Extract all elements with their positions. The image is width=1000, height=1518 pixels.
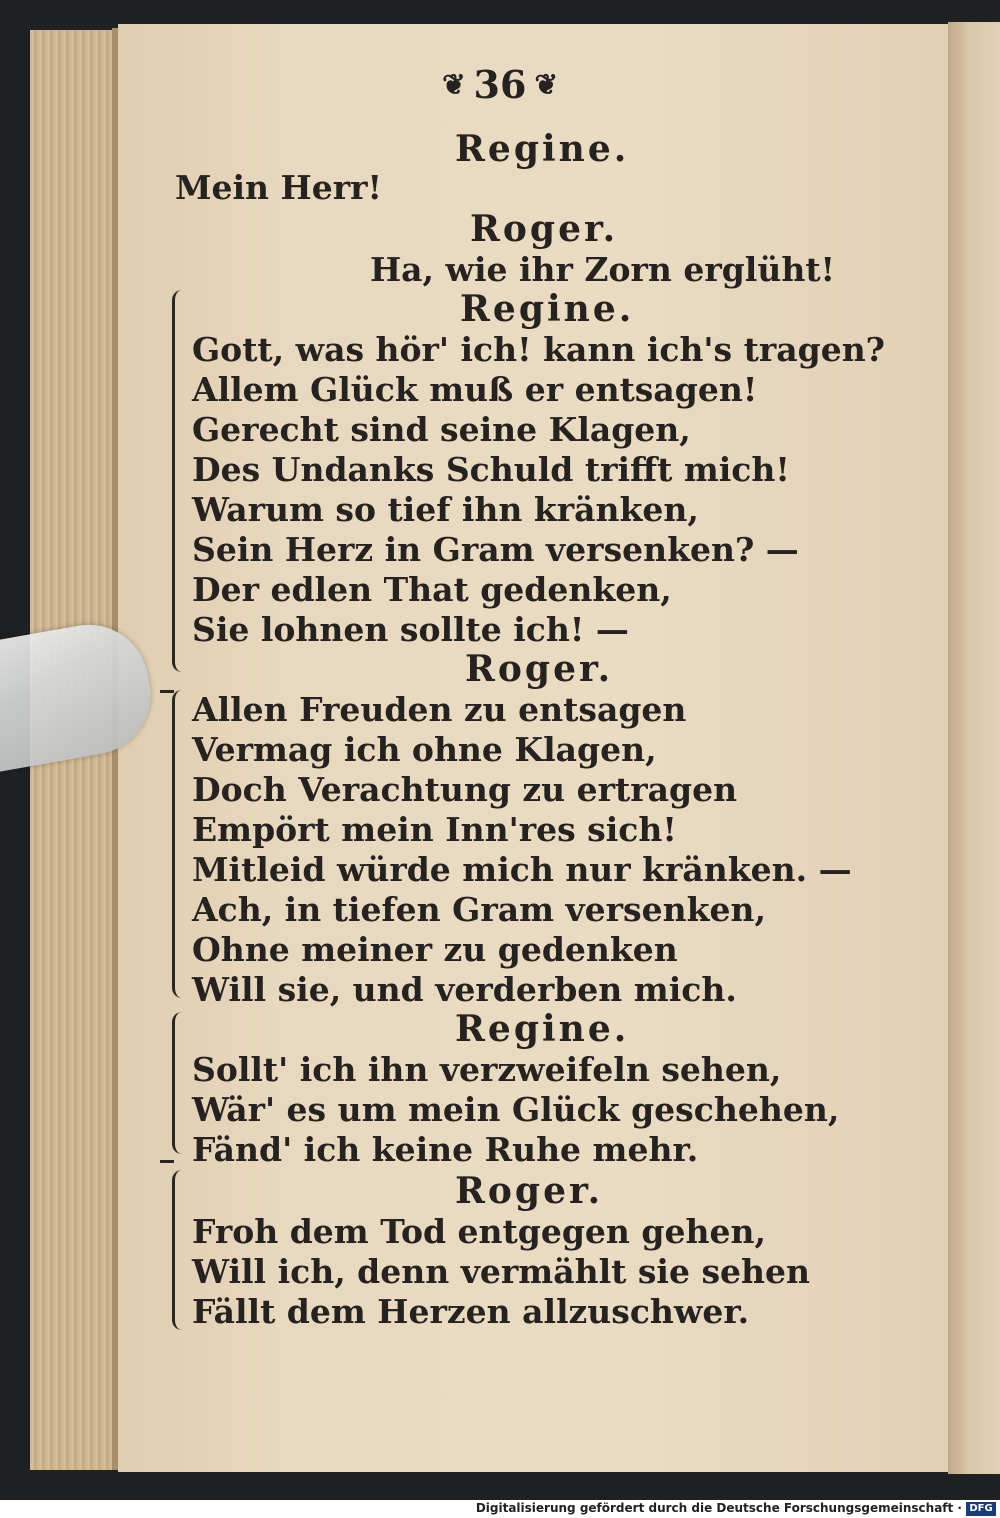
verse-line: Des Undanks Schuld trifft mich! bbox=[192, 450, 790, 489]
brace-regine-duet bbox=[172, 1012, 185, 1154]
brace-roger-duet bbox=[172, 1170, 185, 1330]
verse-line: Der edlen That gedenken, bbox=[192, 570, 672, 609]
facing-page-edge bbox=[948, 22, 1000, 1474]
speaker-roger: Roger. bbox=[455, 1170, 604, 1212]
verse-line: Fänd' ich keine Ruhe mehr. bbox=[192, 1130, 699, 1169]
verse-line: Ha, wie ihr Zorn erglüht! bbox=[370, 250, 836, 289]
verse-line: Ach, in tiefen Gram versenken, bbox=[192, 890, 766, 929]
verse-line: Empört mein Inn'res sich! bbox=[192, 810, 677, 849]
footer-bar bbox=[0, 1500, 1000, 1518]
verse-line: Fällt dem Herzen allzuschwer. bbox=[192, 1292, 750, 1331]
verse-line: Sollt' ich ihn verzweifeln sehen, bbox=[192, 1050, 782, 1089]
verse-line: Warum so tief ihn kränken, bbox=[192, 490, 699, 529]
verse-line: Mein Herr! bbox=[175, 168, 382, 207]
verse-line: Wär' es um mein Glück geschehen, bbox=[192, 1090, 840, 1129]
footer-credit: Digitalisierung gefördert durch die Deutsche Forschungsgemeinschaft · bbox=[475, 1501, 962, 1515]
brace-point bbox=[160, 1160, 174, 1163]
verse-line: Gerecht sind seine Klagen, bbox=[192, 410, 691, 449]
speaker-roger: Roger. bbox=[470, 208, 619, 250]
dfg-logo: DFG bbox=[966, 1502, 996, 1516]
verse-line: Gott, was hör' ich! kann ich's tragen? bbox=[192, 330, 886, 369]
brace-regine-verse bbox=[172, 290, 185, 672]
page-header bbox=[0, 62, 1000, 106]
verse-line: Sein Herz in Gram versenken? — bbox=[192, 530, 799, 569]
header-ornament-right: ❦ bbox=[534, 68, 558, 101]
speaker-regine: Regine. bbox=[455, 128, 630, 170]
verse-line: Vermag ich ohne Klagen, bbox=[192, 730, 657, 769]
speaker-regine: Regine. bbox=[460, 288, 635, 330]
verse-line: Will ich, denn vermählt sie sehen bbox=[192, 1252, 810, 1291]
verse-line: Allen Freuden zu entsagen bbox=[192, 690, 687, 729]
speaker-regine: Regine. bbox=[455, 1008, 630, 1050]
verse-line: Doch Verachtung zu ertragen bbox=[192, 770, 738, 809]
verse-line: Allem Glück muß er entsagen! bbox=[192, 370, 758, 409]
header-ornament-left: ❦ bbox=[442, 68, 466, 101]
verse-line: Will sie, und verderben mich. bbox=[192, 970, 737, 1009]
verse-line: Ohne meiner zu gedenken bbox=[192, 930, 678, 969]
verse-line: Mitleid würde mich nur kränken. — bbox=[192, 850, 852, 889]
speaker-roger: Roger. bbox=[465, 648, 614, 690]
brace-point bbox=[160, 690, 174, 693]
page-number: 36 bbox=[473, 62, 527, 107]
brace-roger-verse bbox=[172, 690, 185, 998]
verse-line: Sie lohnen sollte ich! — bbox=[192, 610, 629, 649]
verse-line: Froh dem Tod entgegen gehen, bbox=[192, 1212, 766, 1251]
